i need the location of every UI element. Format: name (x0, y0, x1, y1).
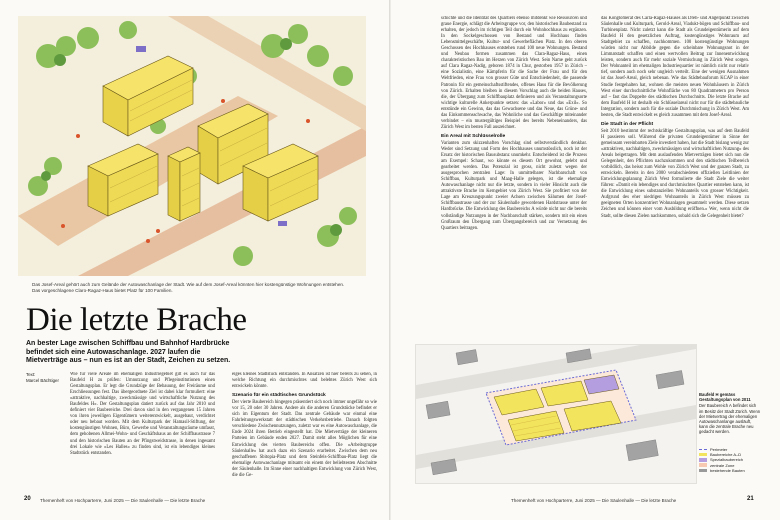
paragraph: Seit 2010 bestimmt der rechtskräftige Gestaltungsplan, was auf dem Baufeld H passieren soll. Während die privaten Grundeigentümer in Sinne der gemeinsam vereinbarten Ziele investiert haben, hat die Stadt bislang wenig zur «attraktiven, nachhaltigen, zweckmässigen und wirtschaftlichen Nutzung» des Areals beigetragen. Mit dem auslaufenden Mietverträgen bietet sich nun die Gelegenheit, den Pflichten nachzukommen und den städtischen Teilbereich vorbildlich, das heisst zum Wohle von Zürich West und der ganzen Stadt, zu entwickeln. Bereits in den 2000 verabschiedeten offiziellen Leitlinien der Entwicklungsplanung Zürich West formulierte die Stadt Ziele die weiter führen: «Damit ein lebendiges und durchmischtes Quartier entstehen kann, ist die Entwicklung eines substanziellen Wohnanteils von grosser Wichtigkeit. Aufgrund des eher niedrigen Wohnanteils in Zürich West müssen zu geeigneten Orten konzentriert Wohnanlagen gesammelt werden. Diese setzen Zeichen und können einer vom Ausbildung eröffnen.» Wer, wenn nicht die Stadt, sollte diesen Zielen nachkommen, sobald sich die Gelegenheit bietet? (601, 128, 749, 219)
paragraph: eiges kleines Stadtstück entstanden. In Ansätzen ist hier bereits zu sehen, in welche Richtung ein durchmischtes und belebtes Zürich West sich entwickeln könnte. (232, 372, 377, 390)
legend-label: bestehende Bauten (710, 467, 745, 473)
left-column-2 (232, 372, 377, 494)
site-plan-map (415, 344, 697, 484)
legend-swatch (699, 453, 707, 456)
illustration-caption: Das Josef-Areal gehört auch zum Gelände der Autowaschanlage der Stadt. Wie auf dem Josef-Areal könnten hier kostengünstige Wohnungen entstehen. Das vorgeschlagene Claro-Ragaz-Haus bietet Platz für 100 Familien. (32, 282, 345, 293)
author-name: Marcel Bächtiger (26, 377, 59, 383)
paragraph: Wie für viele Areale im ehemaligen Industriegebiet gilt es auch für das Baufeld H zu prüfen: Umnutzung und Pflegeinstitutionen einen Gestaltungsplan. Er legt die Grundzüge der Bebauung, der Freiräume und Erschliessungen fest. Das übergeordnete Ziel ist dabei klar formuliert: eine «attraktive, nachhaltige, zweckmässige und wirtschaftliche Nutzung des Baufeldes H». Der Gestaltungsplan datiert zurück auf das Jahr 2010 und definiert vier Baubereiche. Drei davon sind in den vergangenen 15 Jahren von ihren jeweiligen Eigentümern weiterentwickelt, ausgebaut, verdichtet oder neu bebaut worden. Mit dem Kulturpark der Hamasil-Stiftung, der kostengünstigen Wohnen, Büro, Gewerbe und Veranstaltungsräume umfasst, dem gehobenen Allmei-Wohn- und Geschäftshaus an der Schiffbaustrasse 7 und den historischen Bauten an der Pfingstweidstrasse, in denen ingesamt drei Lokale wie «Les Halles» zu finden sind, ist ein lebendiges kleines Stadtstück entstanden. (70, 372, 215, 456)
author-label: Text: (26, 372, 36, 377)
left-column-1 (70, 372, 215, 494)
paragraph: schichte und die Identität des Quartiers ebenso mitdenkt wie Ressourcen und graue Energie, schlägt die Arbeitsgruppe vor, den historischen Baubestand zu erhalten, der jedoch im richtigen Teil durch ein Wohnhochhaus zu ergänzen. In den Sockelgeschossen von Bestand und Hochhaus finden Lebensmittelgeschäfte, Kultur- und Gewerbeflächen Platz. In den oberen Geschossen des Hochhauses entstehen rund 100 neue Wohnungen. Bestand und Neubau formen zusammen das Clara-Ragaz-Haus, einen charakteristischen Bau im Herzen von Zürich West. Sein Name geht zurück auf Clara Ragaz-Nadig, geboren 1874 in Chur, gestorben 1957 in Zürich – eine Sozialistin, eine Kämpferin für die Sache der Frau und für den Weltfrieden, eine Frau von grosser Güte und Entschiedenheit, die passende Patronin für ein gemeinschaftsstiftendes, offenes Haus für die Bevölkerung von Zürich. Erhalten bleiben in diesem Vorschlag auch die beiden Hauses, die, der Übergang zum Schiffbauplatz definieren und als Veranstaltungsorte wichtige kulturelle Ankerpunkte setzen: das «Labor» und das «Exil». So entstünde ein Gewinn, das das Gewachsene und das Neue, das Grüne- und das Einkommensschwache, das Wohnliche und das Geschäftige miteinander verbindet – ein mustergültiges Beispiel des bereits Nebeneinanders, das Zürich West im besten Fall auszeichnet. (441, 16, 587, 130)
legend-swatch (699, 458, 707, 461)
footer-left: Themenheft von Hochparterre, Juni 2025 — Die Säulenhalle — Die letzte Brache (40, 498, 206, 503)
legend-label: Baubereiche A–D (710, 452, 742, 458)
paragraph: das Konglomerat des Carla-Ragaz-Hauses als Dreh- und Angelpunkt zwischen Säulenhalle und Kulturpark, Gerold-Areal, Viadukt-bögen und Schiffbau- und Turbinenplatz. Nicht zuletzt kann die Stadt als Grundeigentümerin auf dem Baufeld H den gesetzlichen Auftrag, kostengünstiges Wohnraum auf Stadtgebiet zu schaffen, nachkommen. 100 kostengünstige Wohnungen würden nicht nur Abbilde gegen die scheinbare Wohnungsnot in der Limmatstadt schaffen und einen wertvollen Beitrag zur Innenentwicklung leisten, sondern auch für mehr soziale Vermischung in Zürich West sorgen. Der Wohnanteil im ehemaligen Industriequartier ist nämlich nicht nur relativ tief, sondern auch noch sehr ungleich verteilt. Eine der wenigen Ausnahmen ist das Josef-Areal, gleich nebenan. Wie das Städtebauforum KCAP in einer Studie festgehalten hat, wohnen die meisten neuen Wohnhäusern in Zürich West einer durchschnittliche Wohnfläche von 80 Quadratmetern pro Person auf – fast das Doppelte des städtischen Durchschnitts. Die letzte Brache auf dem Baufeld H ist deshalb ein Schlüsselareal nicht nur für die städtebauliche Integration, sondern auch für die soziale Durchmischung in Zürich West. Am besten, die Stadt entwickelt es gleich zusammen mit dem Josef-Areal. (601, 16, 749, 118)
subheading: Ein Areal mit Schlüsselrolle (441, 133, 506, 139)
legend-swatch (699, 463, 707, 466)
map-note (699, 392, 761, 435)
subheading: Szenario für ein städtisches Grundstück (232, 393, 326, 399)
paragraph: Varianten zum skizzenhaften Vorschlag sind selbstverständlich denkbar. Weder sind Setzung und Form des Hochhauses unumstösslich, noch ist der Ersatz der historischen Bausubstanz unumkehr. Entscheidend ist die Prozess am Exempel: Schaut, wo könnte es diesem Ort gewohnt, gelebt und gearbeitet werden. Das Potenzial ist gross, nicht zuletzt wegen der ausgesprochen zentralen Lage: In unmittelbarer Nachbarschaft von Schiffbau, Kulturpark und Maag-Halle gelegen, ist die ehemalige Autowaschanlage nicht nur die letzte, sondern in vieler Hinsicht auch die attraktivste Brache im Kerngebiet von Zürich West. Sie profitiert von der Lage am Kreuzungspunkt zweier Achsen zwischen Sälumen der Josef-Schiffbaustrasse und der zur Säulenhalle gewordenen Hardstrasse unter der Hardbrücke. Die Entwicklung des Baubereichs A würde nicht nur die bereits vollständige Nutzungen in der Nachbarschaft stärken, sondern mit ein einen Großraum den Übergang zum Übergangsbereich und zur Vernetzung des Quartiers beitragen. (441, 140, 587, 231)
paragraph: Der vierte Baubereich hingegen präsentiert sich noch immer ungefähr so wie vor 15, 20 oder 30 Jahren. Andere als die anderen Grundstücke befindet er sich im Eigentum der Stadt. Das zentrale Gebäude war einmal eine Fahrleitungswerkstatt der städtischen Verkehrsbetriebe. Danach folgten verschiedene Zwischennutzungen, zuletzt war es eine Autowaschanlage, die Ende 2024 ihren Betrieb eingestellt hat. Die Mietverträge der kleineren Parteien im Gebäude enden 2027. Damit steht alles Möglichen für eine Entwicklung des vierten Baubereichs offen. Die «Arbeitsgruppe Säulenhalle» hat auch dazu ein Szenario erarbeitet. Zwischen dem neu geschaffenen Sbitopia-Platz und dem Steinfels-Schiffbau-Platz liegt die ehemalige Autowaschanlage mitsamt ein einem der beliebtesten Abschnitte der Säulenhalle. Im Sinne einer nachhaltigen Entwicklung von Zürich West, die die Ge- (232, 400, 377, 478)
right-column-2 (601, 16, 749, 336)
map-note-text: Der Baubereich A befindet sich im Besitz der Stadt Zürich. Wenn der Mietvertrag der ehemaligen Autowaschanlange ausläuft, kann die zentrale Brache neu gedacht werden. (699, 403, 761, 435)
axonometric-illustration (18, 16, 366, 276)
legend-swatch (699, 469, 707, 472)
subheading: Die Stadt in der Pflicht (601, 121, 654, 127)
legend-label: Perimeter (710, 447, 728, 452)
legend-label: zentrale Zone (710, 462, 735, 468)
author-credit (26, 372, 66, 383)
right-column-1 (441, 16, 587, 336)
left-page (0, 0, 389, 520)
legend-item (699, 468, 765, 473)
right-page (391, 0, 780, 520)
map-note-title: Baufeld H gemäss Gestaltungsplan von 2011 (699, 392, 751, 403)
legend-label: Spezialbaubereich (710, 457, 743, 463)
legend-swatch (699, 449, 707, 450)
page-number-right: 21 (747, 496, 754, 502)
map-legend (699, 447, 765, 473)
site-plan-svg (416, 345, 696, 483)
footer-right: Themenheft von Hochparterre, Juni 2025 — Die Säulenhalle — Die letzte Brache (511, 498, 677, 503)
article-headline: Die letzte Brache (26, 302, 247, 338)
article-lead: An bester Lage zwischen Schiffbau und Bahnhof Hardbrücke befindet sich eine Autowaschanlage. 2027 laufen die Mietverträge aus – nun es ist an der Stadt, Zeichen zu setzen. (26, 340, 231, 365)
page-number-left: 20 (24, 496, 31, 502)
illustration-svg (18, 16, 366, 276)
